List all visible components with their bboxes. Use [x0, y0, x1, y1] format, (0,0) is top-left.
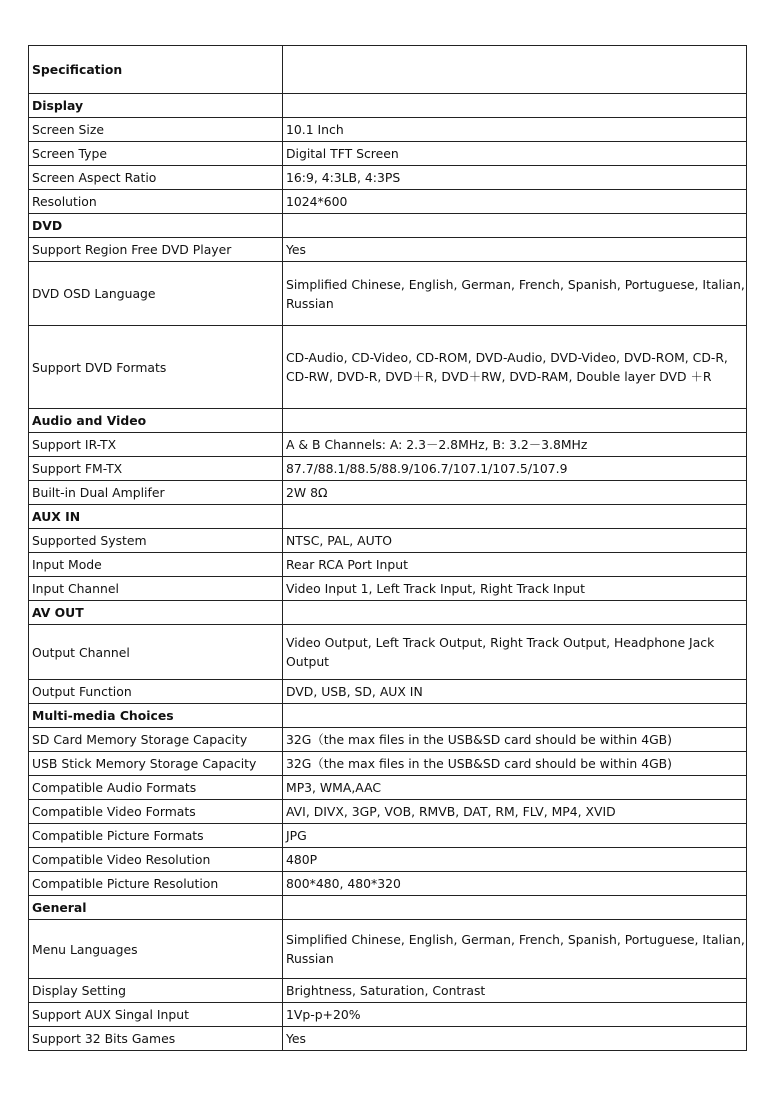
spec-value: NTSC, PAL, AUTO — [283, 529, 747, 553]
section-heading-value — [283, 896, 747, 920]
spec-value: 1Vp-p+20% — [283, 1003, 747, 1027]
spec-label: Screen Type — [29, 142, 283, 166]
spec-row — [29, 529, 747, 553]
spec-value: Rear RCA Port Input — [283, 553, 747, 577]
spec-row — [29, 824, 747, 848]
spec-row — [29, 979, 747, 1003]
spec-label: Compatible Picture Formats — [29, 824, 283, 848]
spec-value: 87.7/88.1/88.5/88.9/106.7/107.1/107.5/107.9 — [283, 457, 747, 481]
spec-row — [29, 457, 747, 481]
section-heading-value — [283, 601, 747, 625]
spec-row — [29, 118, 747, 142]
section-heading-value — [283, 94, 747, 118]
spec-label: Built-in Dual Amplifer — [29, 481, 283, 505]
spec-label: Compatible Video Formats — [29, 800, 283, 824]
section-heading-value — [283, 505, 747, 529]
section-heading: DVD — [29, 214, 283, 238]
spec-label: Support 32 Bits Games — [29, 1027, 283, 1051]
spec-row — [29, 326, 747, 409]
spec-value: 480P — [283, 848, 747, 872]
spec-row — [29, 262, 747, 326]
spec-row — [29, 920, 747, 979]
spec-value: 10.1 Inch — [283, 118, 747, 142]
spec-value: 2W 8Ω — [283, 481, 747, 505]
section-heading: AV OUT — [29, 601, 283, 625]
spec-value: Simplified Chinese, English, German, French, Spanish, Portuguese, Italian, Russian — [283, 920, 747, 979]
spec-label: Support IR-TX — [29, 433, 283, 457]
spec-row — [29, 433, 747, 457]
spec-title: Specification — [29, 46, 283, 94]
spec-row — [29, 752, 747, 776]
spec-value: Digital TFT Screen — [283, 142, 747, 166]
spec-row — [29, 728, 747, 752]
spec-value: 32G（the max files in the USB&SD card should be within 4GB) — [283, 728, 747, 752]
spec-value: 32G（the max files in the USB&SD card should be within 4GB) — [283, 752, 747, 776]
spec-label: Output Channel — [29, 625, 283, 680]
spec-value: Video Output, Left Track Output, Right Track Output, Headphone Jack Output — [283, 625, 747, 680]
section-heading-value — [283, 214, 747, 238]
section-heading: General — [29, 896, 283, 920]
section-header — [29, 896, 747, 920]
spec-row — [29, 1003, 747, 1027]
spec-row — [29, 1027, 747, 1051]
spec-value: A & B Channels: A: 2.3－2.8MHz, B: 3.2－3.8MHz — [283, 433, 747, 457]
spec-label: Supported System — [29, 529, 283, 553]
spec-label: Resolution — [29, 190, 283, 214]
spec-title-value — [283, 46, 747, 94]
spec-row — [29, 776, 747, 800]
section-heading-value — [283, 704, 747, 728]
section-heading-value — [283, 409, 747, 433]
section-header — [29, 505, 747, 529]
spec-label: USB Stick Memory Storage Capacity — [29, 752, 283, 776]
spec-value: AVI, DIVX, 3GP, VOB, RMVB, DAT, RM, FLV, MP4, XVID — [283, 800, 747, 824]
section-header — [29, 601, 747, 625]
spec-row — [29, 166, 747, 190]
spec-row — [29, 680, 747, 704]
spec-value: 16:9, 4:3LB, 4:3PS — [283, 166, 747, 190]
spec-label: Output Function — [29, 680, 283, 704]
spec-value: Yes — [283, 238, 747, 262]
spec-label: Support DVD Formats — [29, 326, 283, 409]
spec-label: Support Region Free DVD Player — [29, 238, 283, 262]
section-heading: Multi-media Choices — [29, 704, 283, 728]
spec-label: Compatible Video Resolution — [29, 848, 283, 872]
spec-value: MP3, WMA,AAC — [283, 776, 747, 800]
spec-label: SD Card Memory Storage Capacity — [29, 728, 283, 752]
spec-row — [29, 800, 747, 824]
spec-label: DVD OSD Language — [29, 262, 283, 326]
spec-label: Menu Languages — [29, 920, 283, 979]
spec-label: Input Channel — [29, 577, 283, 601]
spec-label: Compatible Audio Formats — [29, 776, 283, 800]
section-heading: Display — [29, 94, 283, 118]
spec-row — [29, 142, 747, 166]
spec-value: DVD, USB, SD, AUX IN — [283, 680, 747, 704]
spec-label: Input Mode — [29, 553, 283, 577]
spec-row — [29, 190, 747, 214]
spec-row — [29, 625, 747, 680]
spec-row — [29, 481, 747, 505]
spec-value: CD-Audio, CD-Video, CD-ROM, DVD-Audio, DVD-Video, DVD-ROM, CD-R, CD-RW, DVD-R, DVD＋R, DVD＋RW, DVD-RAM, Double layer DVD ＋R — [283, 326, 747, 409]
spec-value: Yes — [283, 1027, 747, 1051]
spec-value: 800*480, 480*320 — [283, 872, 747, 896]
spec-value: Simplified Chinese, English, German, French, Spanish, Portuguese, Italian, Russian — [283, 262, 747, 326]
spec-label: Screen Aspect Ratio — [29, 166, 283, 190]
spec-label: Support AUX Singal Input — [29, 1003, 283, 1027]
spec-value: 1024*600 — [283, 190, 747, 214]
spec-row — [29, 238, 747, 262]
title-row — [29, 46, 747, 94]
spec-value: Video Input 1, Left Track Input, Right Track Input — [283, 577, 747, 601]
spec-label: Display Setting — [29, 979, 283, 1003]
spec-table — [28, 45, 747, 1051]
section-header — [29, 704, 747, 728]
section-heading: AUX IN — [29, 505, 283, 529]
spec-value: Brightness, Saturation, Contrast — [283, 979, 747, 1003]
section-header — [29, 409, 747, 433]
section-header — [29, 214, 747, 238]
spec-label: Compatible Picture Resolution — [29, 872, 283, 896]
section-heading: Audio and Video — [29, 409, 283, 433]
spec-row — [29, 848, 747, 872]
section-header — [29, 94, 747, 118]
spec-row — [29, 553, 747, 577]
spec-row — [29, 872, 747, 896]
spec-row — [29, 577, 747, 601]
spec-label: Screen Size — [29, 118, 283, 142]
spec-value: JPG — [283, 824, 747, 848]
spec-label: Support FM-TX — [29, 457, 283, 481]
